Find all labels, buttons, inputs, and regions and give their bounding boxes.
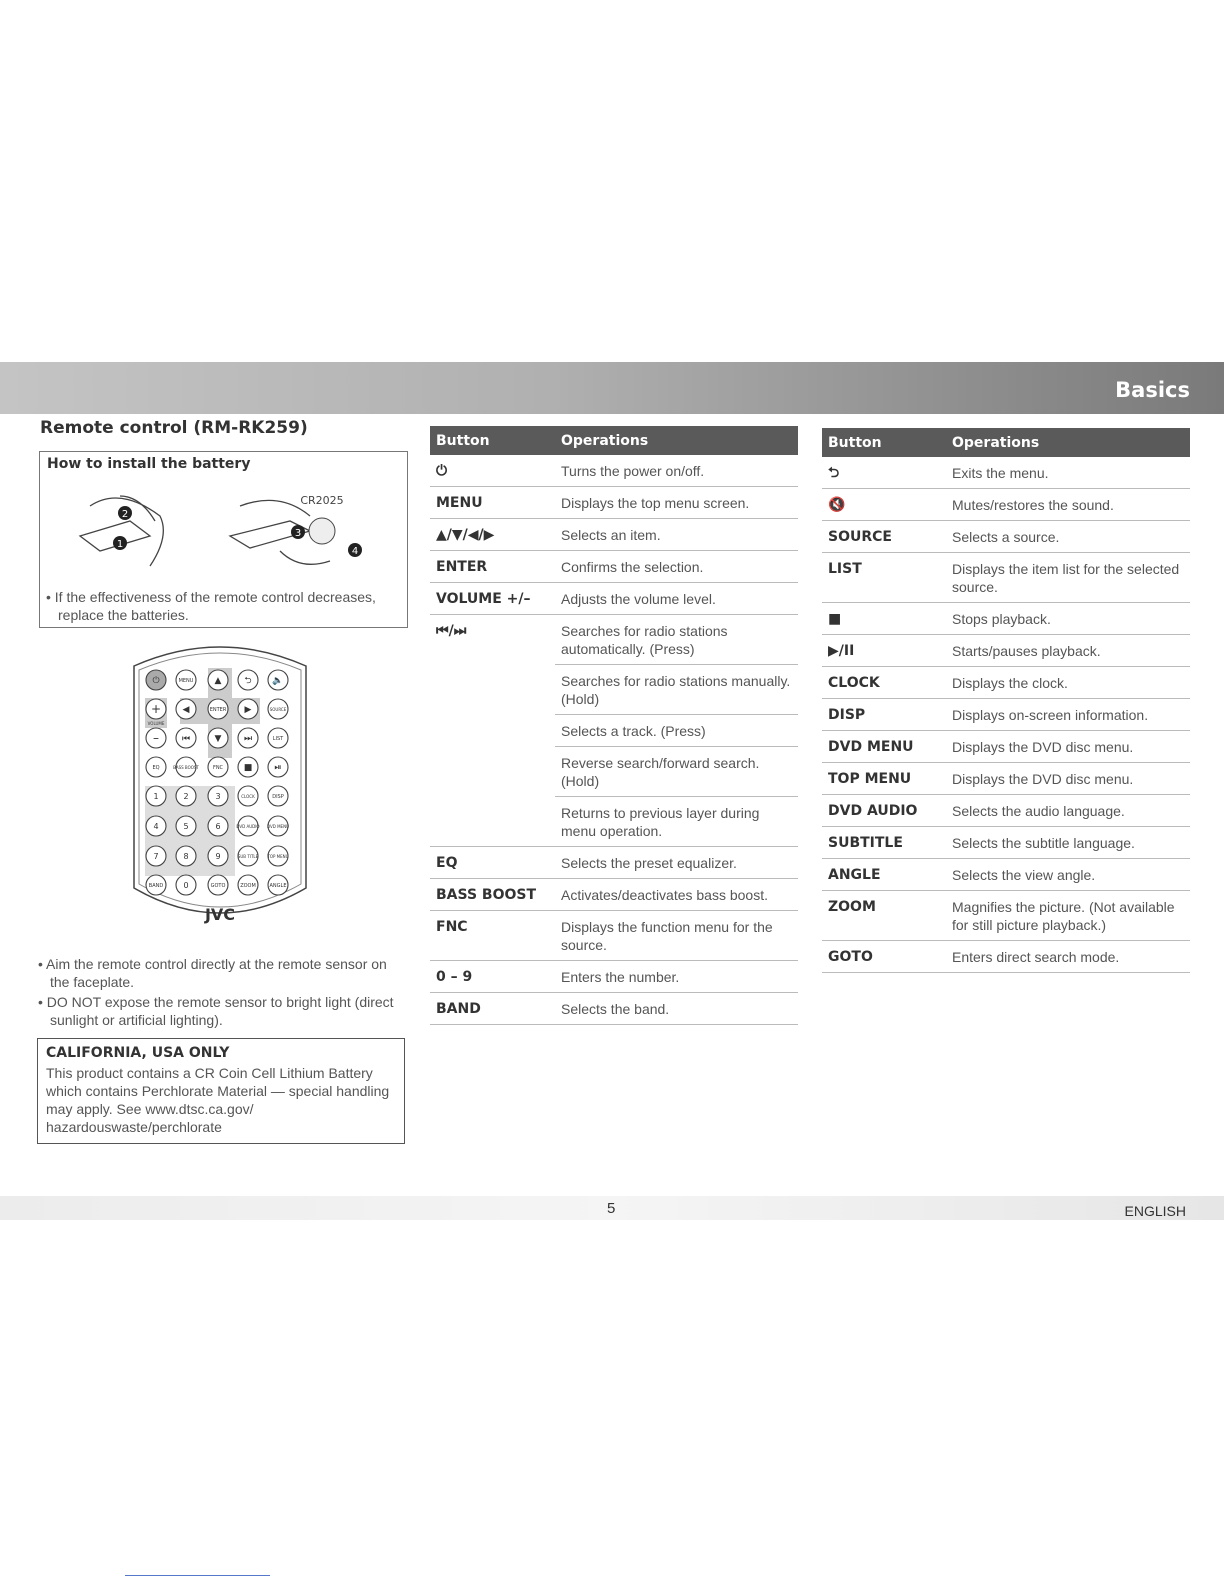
button-name: 0 – 9 [430, 961, 555, 993]
operation-text: Adjusts the volume level. [555, 583, 798, 615]
operation-text: Starts/pauses playback. [946, 635, 1190, 667]
button-name: ZOOM [822, 891, 946, 941]
svg-text:DVD AUDIO: DVD AUDIO [236, 824, 260, 829]
button-name: SUBTITLE [822, 827, 946, 859]
svg-text:EQ: EQ [152, 765, 160, 771]
table-row [430, 583, 798, 615]
svg-text:SOURCE: SOURCE [269, 707, 287, 712]
table-row [430, 847, 798, 879]
operation-text: Displays on-screen information. [946, 699, 1190, 731]
table-row [822, 457, 1190, 489]
battery-cell-label: CR2025 [300, 494, 344, 507]
section-title: Basics [1115, 378, 1190, 402]
operation-text: Searches for radio stations manually. (Hold) [555, 665, 798, 715]
operation-text: Turns the power on/off. [555, 455, 798, 487]
table-row [822, 941, 1190, 973]
button-name: CLOCK [822, 667, 946, 699]
table-row [430, 665, 798, 715]
table-row [430, 519, 798, 551]
button-name [430, 797, 555, 847]
operation-text: Enters the number. [555, 961, 798, 993]
table-row [822, 859, 1190, 891]
table-row [822, 827, 1190, 859]
svg-text:⏻: ⏻ [152, 676, 160, 686]
button-name: 🔇 [822, 489, 946, 521]
column-header-button: Button [822, 428, 946, 457]
table-row [430, 797, 798, 847]
operation-text: Mutes/restores the sound. [946, 489, 1190, 521]
svg-text:2: 2 [183, 792, 189, 801]
column-header-button: Button [430, 426, 555, 455]
svg-text:⏯: ⏯ [274, 763, 282, 773]
svg-text:VOLUME: VOLUME [147, 721, 165, 726]
svg-text:FNC: FNC [212, 765, 224, 771]
svg-text:BASS BOOST: BASS BOOST [173, 765, 199, 770]
button-name: VOLUME +/– [430, 583, 555, 615]
button-name: ⮌ [822, 457, 946, 489]
svg-text:▶: ▶ [244, 705, 252, 715]
svg-text:GOTO: GOTO [210, 883, 226, 889]
step-4-label: 4 [351, 546, 359, 557]
button-name: ▶/II [822, 635, 946, 667]
button-name: DISP [822, 699, 946, 731]
column-header-operations: Operations [946, 428, 1190, 457]
table-row [430, 455, 798, 487]
svg-text:ANGLE: ANGLE [269, 883, 287, 889]
svg-text:▲: ▲ [214, 676, 222, 686]
svg-text:8: 8 [183, 852, 189, 861]
button-name: ▲/▼/◀/▶ [430, 519, 555, 551]
operation-text: Exits the menu. [946, 457, 1190, 489]
table-row [430, 911, 798, 961]
operation-text: Searches for radio stations automatically. (Press) [555, 615, 798, 665]
operation-text: Selects an item. [555, 519, 798, 551]
button-name: ⏮/⏭ [436, 623, 467, 639]
table-row [430, 487, 798, 519]
operation-text: Returns to previous layer during menu operation. [555, 797, 798, 847]
svg-text:1: 1 [153, 792, 159, 801]
button-operations-table-1 [430, 426, 798, 1025]
svg-text:9: 9 [215, 852, 221, 861]
svg-text:LIST: LIST [272, 736, 284, 742]
battery-note: • If the effectiveness of the remote control decreases, replace the batteries. [46, 589, 376, 623]
battery-install-box [39, 451, 408, 628]
language-label: ENGLISH [1124, 1203, 1186, 1219]
remote-control-title: Remote control (RM-RK259) [40, 418, 308, 438]
operation-text: Selects a track. (Press) [555, 715, 798, 747]
table-row [430, 747, 798, 797]
operation-text: Reverse search/forward search. (Hold) [555, 747, 798, 797]
svg-text:■: ■ [243, 763, 253, 773]
operation-text: Displays the DVD disc menu. [946, 731, 1190, 763]
operation-text: Magnifies the picture. (Not available for still picture playback.) [946, 891, 1190, 941]
operation-text: Displays the top menu screen. [555, 487, 798, 519]
operation-text: Selects the audio language. [946, 795, 1190, 827]
step-3-label: 3 [294, 528, 302, 539]
svg-text:⮌: ⮌ [244, 676, 252, 686]
button-name: DVD AUDIO [822, 795, 946, 827]
svg-text:MENU: MENU [178, 678, 194, 684]
table-row [822, 699, 1190, 731]
step-1-label: 1 [116, 539, 124, 550]
svg-text:BAND: BAND [148, 883, 164, 889]
button-name [430, 715, 555, 747]
table-row [822, 553, 1190, 603]
operation-text: Selects the view angle. [946, 859, 1190, 891]
table-row [822, 603, 1190, 635]
operation-text: Displays the DVD disc menu. [946, 763, 1190, 795]
button-name: ENTER [430, 551, 555, 583]
table-row [430, 879, 798, 911]
button-name: DVD MENU [822, 731, 946, 763]
remote-brand: JVC [204, 905, 236, 924]
svg-text:6: 6 [215, 822, 221, 831]
battery-install-illustration [60, 476, 380, 576]
button-name: GOTO [822, 941, 946, 973]
battery-box-title: How to install the battery [47, 456, 251, 472]
note-light: • DO NOT expose the remote sensor to bright light (direct sunlight or artificial lighting). [38, 994, 394, 1028]
california-text: This product contains a CR Coin Cell Lithium Battery which contains Perchlorate Material — special handling may apply. See www.dtsc.ca.gov/ hazardouswaste/perchlorate [46, 1065, 390, 1135]
svg-text:⏮: ⏮ [181, 734, 191, 744]
table-row [822, 667, 1190, 699]
svg-text:SUB TITLE: SUB TITLE [237, 854, 259, 859]
svg-text:5: 5 [183, 822, 189, 831]
svg-text:0: 0 [183, 881, 189, 890]
table-row [430, 551, 798, 583]
button-name: ANGLE [822, 859, 946, 891]
page-number: 5 [607, 1200, 616, 1217]
operation-text: Confirms the selection. [555, 551, 798, 583]
svg-text:🔈: 🔈 [272, 676, 284, 686]
column-header-operations: Operations [555, 426, 798, 455]
remote-usage-notes [38, 955, 406, 1031]
table-row [822, 635, 1190, 667]
button-operations-table-2 [822, 428, 1190, 973]
operation-text: Enters direct search mode. [946, 941, 1190, 973]
svg-text:TOP MENU: TOP MENU [267, 854, 289, 859]
table-row [822, 795, 1190, 827]
table-row [822, 763, 1190, 795]
remote-control-illustration [130, 638, 310, 938]
note-aim: • Aim the remote control directly at the remote sensor on the faceplate. [38, 956, 387, 990]
operation-text: Selects the subtitle language. [946, 827, 1190, 859]
operation-text: Displays the function menu for the source. [555, 911, 798, 961]
svg-text:⏭: ⏭ [243, 734, 253, 744]
svg-text:+: + [150, 702, 162, 716]
button-name: ⏻ [430, 455, 555, 487]
table-row [430, 961, 798, 993]
button-name [430, 747, 555, 797]
operation-text: Selects the band. [555, 993, 798, 1025]
svg-text:ENTER: ENTER [209, 707, 227, 713]
button-name: FNC [430, 911, 555, 961]
button-name: BAND [430, 993, 555, 1025]
button-name [430, 665, 555, 715]
table-row [430, 993, 798, 1025]
button-name: BASS BOOST [430, 879, 555, 911]
button-name: EQ [430, 847, 555, 879]
operation-text: Selects a source. [946, 521, 1190, 553]
svg-text:▼: ▼ [214, 734, 222, 744]
california-notice-box [37, 1038, 405, 1144]
svg-text:DISP: DISP [272, 794, 284, 800]
operation-text: Displays the item list for the selected source. [946, 553, 1190, 603]
button-name: MENU [430, 487, 555, 519]
svg-text:3: 3 [215, 792, 221, 801]
svg-text:7: 7 [153, 852, 159, 861]
table-row [822, 489, 1190, 521]
operation-text: Selects the preset equalizer. [555, 847, 798, 879]
svg-text:◀: ◀ [182, 705, 190, 715]
california-title: CALIFORNIA, USA ONLY [46, 1045, 230, 1061]
svg-text:–: – [153, 731, 159, 745]
operation-text: Stops playback. [946, 603, 1190, 635]
table-row [822, 891, 1190, 941]
operation-text: Activates/deactivates bass boost. [555, 879, 798, 911]
divider [125, 1575, 270, 1576]
table-row [430, 715, 798, 747]
svg-text:4: 4 [153, 822, 159, 831]
button-name: SOURCE [822, 521, 946, 553]
table-row [430, 615, 798, 665]
svg-text:CLOCK: CLOCK [241, 794, 255, 799]
button-name: ■ [822, 603, 946, 635]
button-name: TOP MENU [822, 763, 946, 795]
step-2-label: 2 [121, 509, 129, 520]
table-row [822, 731, 1190, 763]
svg-text:DVD MENU: DVD MENU [267, 824, 289, 829]
section-header-band [0, 362, 1224, 414]
table-row [822, 521, 1190, 553]
button-name: LIST [822, 553, 946, 603]
svg-text:ZOOM: ZOOM [240, 883, 256, 889]
operation-text: Displays the clock. [946, 667, 1190, 699]
